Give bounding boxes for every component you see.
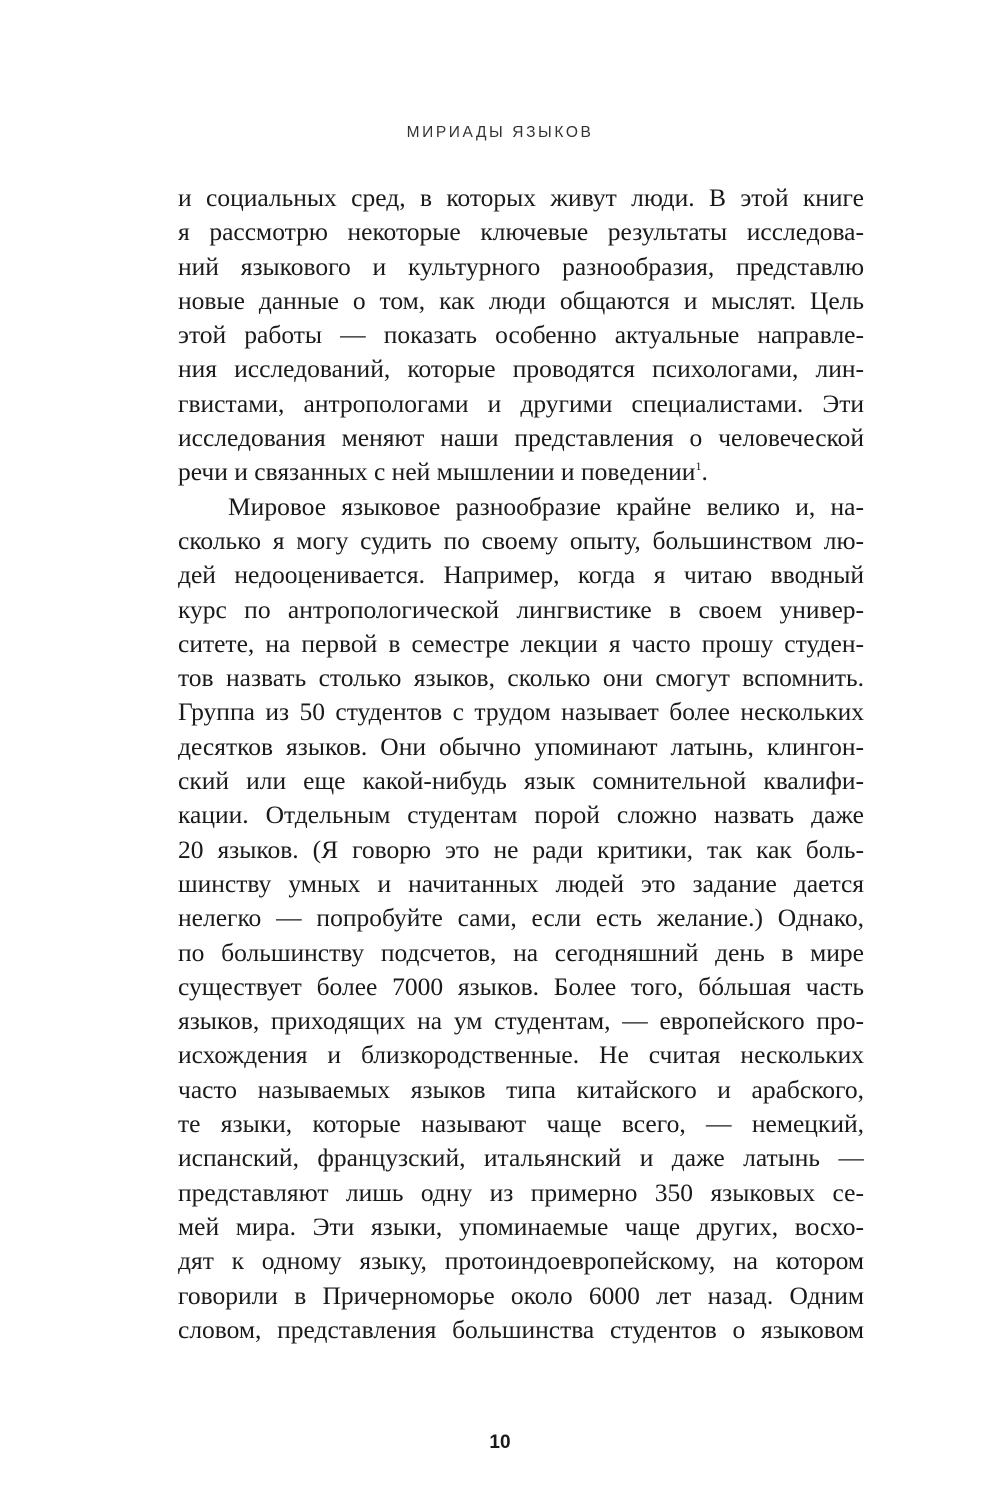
text-line: представляют лишь одну из примерно 350 языковых се- (178, 1177, 864, 1207)
text-line: испанский, французский, итальянский и даже латынь — (178, 1143, 864, 1173)
text-line: ский или еще какой-нибудь язык сомнительной квалифи- (178, 766, 864, 796)
text-line: мей мира. Эти языки, упоминаемые чаще других, восхо- (178, 1211, 864, 1241)
text-line: говорили в Причерноморье около 6000 лет назад. Одним (178, 1280, 864, 1310)
text-line: 20 языков. (Я говорю это не ради критики, так как боль- (178, 834, 864, 864)
text-line: новые данные о том, как люди общаются и мыслят. Цель (178, 285, 864, 315)
paragraph (178, 490, 864, 1347)
text-line: исхождения и близкородственные. Не считая нескольких (178, 1040, 864, 1070)
text-line: гвистами, антропологами и другими специалистами. Эти (178, 388, 864, 418)
text-line: дей недооценивается. Например, когда я читаю вводный (178, 560, 864, 590)
text-line: я рассмотрю некоторые ключевые результаты исследова- (178, 217, 864, 247)
text-line: словом, представления большинства студентов о языковом (178, 1314, 864, 1344)
page-number: 10 (489, 1432, 511, 1453)
text-line: те языки, которые называют чаще всего, — немецкий, (178, 1109, 864, 1139)
text-line: этой работы — показать особенно актуальные направле- (178, 320, 864, 350)
text-line: сколько я могу судить по своему опыту, большинством лю- (178, 525, 864, 555)
text-line: ний языкового и культурного разнообразия, представлю (178, 251, 864, 281)
body-text (178, 181, 864, 1347)
text-line: нелегко — попробуйте сами, если есть желание.) Однако, (178, 903, 864, 933)
text-line: кации. Отдельным студентам порой сложно назвать даже (178, 800, 864, 830)
text-line: дят к одному языку, протоиндоевропейскому, на котором (178, 1246, 864, 1276)
text-line: существует более 7000 языков. Более того, бóльшая часть (178, 971, 864, 1001)
text-line (178, 455, 864, 489)
text-line: десятков языков. Они обычно упоминают латынь, клингон- (178, 731, 864, 761)
running-head: МИРИАДЫ ЯЗЫКОВ (406, 124, 594, 141)
text-line: Группа из 50 студентов с трудом называет более нескольких (178, 697, 864, 727)
text-line: и социальных сред, в которых живут люди. В этой книге (178, 183, 864, 212)
text-line: ния исследований, которые проводятся психологами, лин- (178, 354, 864, 384)
line-text: речи и связанных с ней мышлении и поведении (178, 457, 696, 487)
footnote-ref[interactable]: 1 (695, 459, 702, 474)
text-line: исследования меняют наши представления о человеческой (178, 423, 864, 453)
text-line: шинству умных и начитанных людей это задание дается (178, 868, 864, 898)
text-line: по большинству подсчетов, на сегодняшний день в мире (178, 937, 864, 967)
text-line: ситете, на первой в семестре лекции я часто прошу студен- (178, 628, 864, 658)
line-end-punctuation: . (701, 457, 708, 487)
text-line: языков, приходящих на ум студентам, — европейского про- (178, 1006, 864, 1036)
paragraph (178, 181, 864, 490)
text-line: курс по антропологической лингвистике в своем универ- (178, 594, 864, 624)
text-line: часто называемых языков типа китайского и арабского, (178, 1074, 864, 1104)
text-line: тов назвать столько языков, сколько они смогут вспомнить. (178, 663, 864, 693)
text-line: Мировое языковое разнообразие крайне велико и, на- (228, 491, 864, 521)
